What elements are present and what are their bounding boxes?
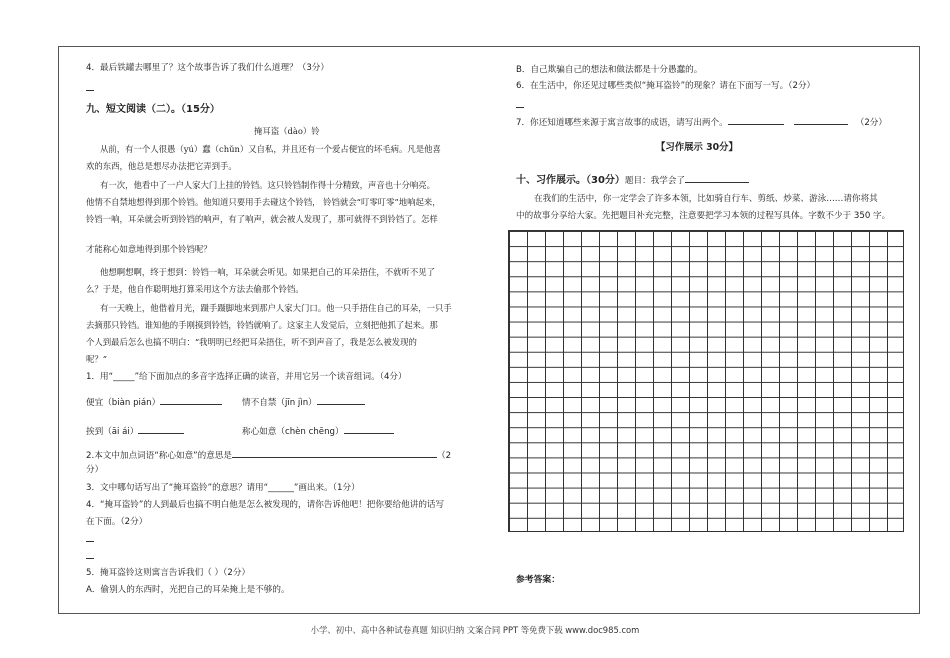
- question-1-item-b: 情不自禁（jīn jìn）: [242, 395, 365, 409]
- paragraph-1-line-2: 欢的东西，他总是想尽办法把它弄到手。: [86, 161, 237, 171]
- question-4-line-2: 在下面。（2分）: [86, 517, 148, 527]
- answer-blank[interactable]: [317, 395, 365, 405]
- paragraph-2-line-1: 有一次，他看中了一户人家大门上挂的铃铛。这只铃铛制作得十分精致，声音也十分响亮。: [100, 180, 435, 190]
- answer-blank[interactable]: [344, 424, 394, 434]
- paragraph-3-line-1: 他想啊想啊，终于想到：铃铛一响，耳朵就会听见。如果把自己的耳朵捂住，不就听不见了: [100, 267, 435, 277]
- footer: 小学、初中、高中各种试卷真题 知识归纳 文案合同 PPT 等免费下载 www.doc985.com: [310, 625, 640, 635]
- question-2-line-2: 分）: [86, 465, 104, 475]
- title-blank[interactable]: [685, 173, 749, 183]
- paragraph-1-line-1: 从前，有一个人很愚（yú）蠢（chǔn）又自私，并且还有一个爱占便宜的坏毛病。凡是他喜: [100, 144, 441, 154]
- question-5: 5．掩耳盗铃这则寓言告诉我们（ ）（2分）: [86, 568, 251, 578]
- question-3: 3．文中哪句话写出了“掩耳盗铃”的意思？请用“______”画出来。（1分）: [86, 483, 360, 493]
- writing-intro-line-1: 在我们的生活中，你一定学会了许多本领，比如骑自行车、剪纸、炒菜、游泳……请你将其: [534, 194, 878, 204]
- question-1-item-d: 称心如意（chèn chēng）: [242, 424, 394, 438]
- paragraph-2-line-2: 他情不自禁地想得到那个铃铛。他知道只要用手去碰这个铃铛， 铃铛就会“叮零叮零”地响起来，: [86, 197, 441, 207]
- writing-intro-line-2: 中的故事分享给大家。先把题目补充完整，注意要把学习本领的过程写具体。字数不少于 350 字。: [516, 211, 891, 221]
- story-title: 掩耳盗（dào）铃: [254, 126, 320, 136]
- paragraph-2-line-4: 才能称心如意地得到那个铃铛呢？: [86, 244, 212, 254]
- answer-key-title: 参考答案：: [516, 575, 560, 585]
- section-9-title: 九、短文阅读（二）。（15分）: [86, 104, 220, 115]
- question-1: 1．用“_____”给下面加点的多音字选择正确的读音，并用它另一个读音组词。（4分）: [86, 372, 407, 382]
- answer-blank[interactable]: [728, 115, 784, 125]
- answer-blank[interactable]: [138, 424, 184, 434]
- question-2: 2.本文中加点词语“称心如意”的意思是 （2: [86, 448, 451, 462]
- question-1-item-a: 便宜（biàn pián）: [86, 395, 222, 409]
- question-4-previous: 4．最后铁罐去哪里了？这个故事告诉了我们什么道理？（3分）: [86, 63, 329, 73]
- question-5-option-a: A．偷别人的东西时，光把自己的耳朵掩上是不够的。: [86, 585, 290, 595]
- answer-blank[interactable]: [232, 448, 437, 458]
- writing-grid[interactable]: [508, 230, 904, 532]
- question-6: 6．在生活中，你还见过哪些类似“掩耳盗铃”的现象？请在下面写一写。（2分）: [516, 81, 816, 91]
- paragraph-2-line-3: 铃铛一响，耳朵就会听到铃铛的响声，有了响声，就会被人发现了，那可就得不到铃铛了。怎样: [86, 214, 438, 224]
- section-10-heading: 十、习作展示。（30分）题目：我学会了: [516, 173, 749, 187]
- paragraph-4-line-4: 呢？”: [86, 354, 108, 364]
- question-4: 4．“掩耳盗铃”的人到最后也搞不明白他是怎么被发现的，请你告诉他吧！把你要给他讲的话写: [86, 500, 445, 510]
- paragraph-4-line-1: 有一天晚上，他借着月光，蹑手蹑脚地来到那户人家大门口。他一只手捂住自己的耳朵，一只手: [100, 303, 452, 313]
- question-7: 7．你还知道哪些来源于寓言故事的成语，请写出两个。 （2分）: [516, 115, 887, 129]
- paragraph-3-line-2: 么？于是，他自作聪明地打算采用这个方法去偷那个铃铛。: [86, 284, 304, 294]
- writing-banner: 【习作展示 30分】: [656, 142, 738, 153]
- question-5-option-b: B．自己欺骗自己的想法和做法都是十分愚蠢的。: [516, 65, 703, 75]
- answer-line: [86, 541, 94, 542]
- answer-blank[interactable]: [794, 115, 848, 125]
- question-1-item-c: 挨到（āi ái）: [86, 424, 184, 438]
- paragraph-4-line-3: 个人到最后怎么也搞不明白：“我明明已经把耳朵捂住，听不到声音了，我是怎么被发现的: [86, 337, 417, 347]
- answer-line: [86, 90, 94, 91]
- answer-blank[interactable]: [160, 395, 222, 405]
- answer-line: [86, 558, 94, 559]
- answer-line: [516, 107, 524, 108]
- paragraph-4-line-2: 去摘那只铃铛。谁知他的手刚摸到铃铛，铃铛就响了。这家主人发觉后，立刻把他抓了起来。那: [86, 320, 438, 330]
